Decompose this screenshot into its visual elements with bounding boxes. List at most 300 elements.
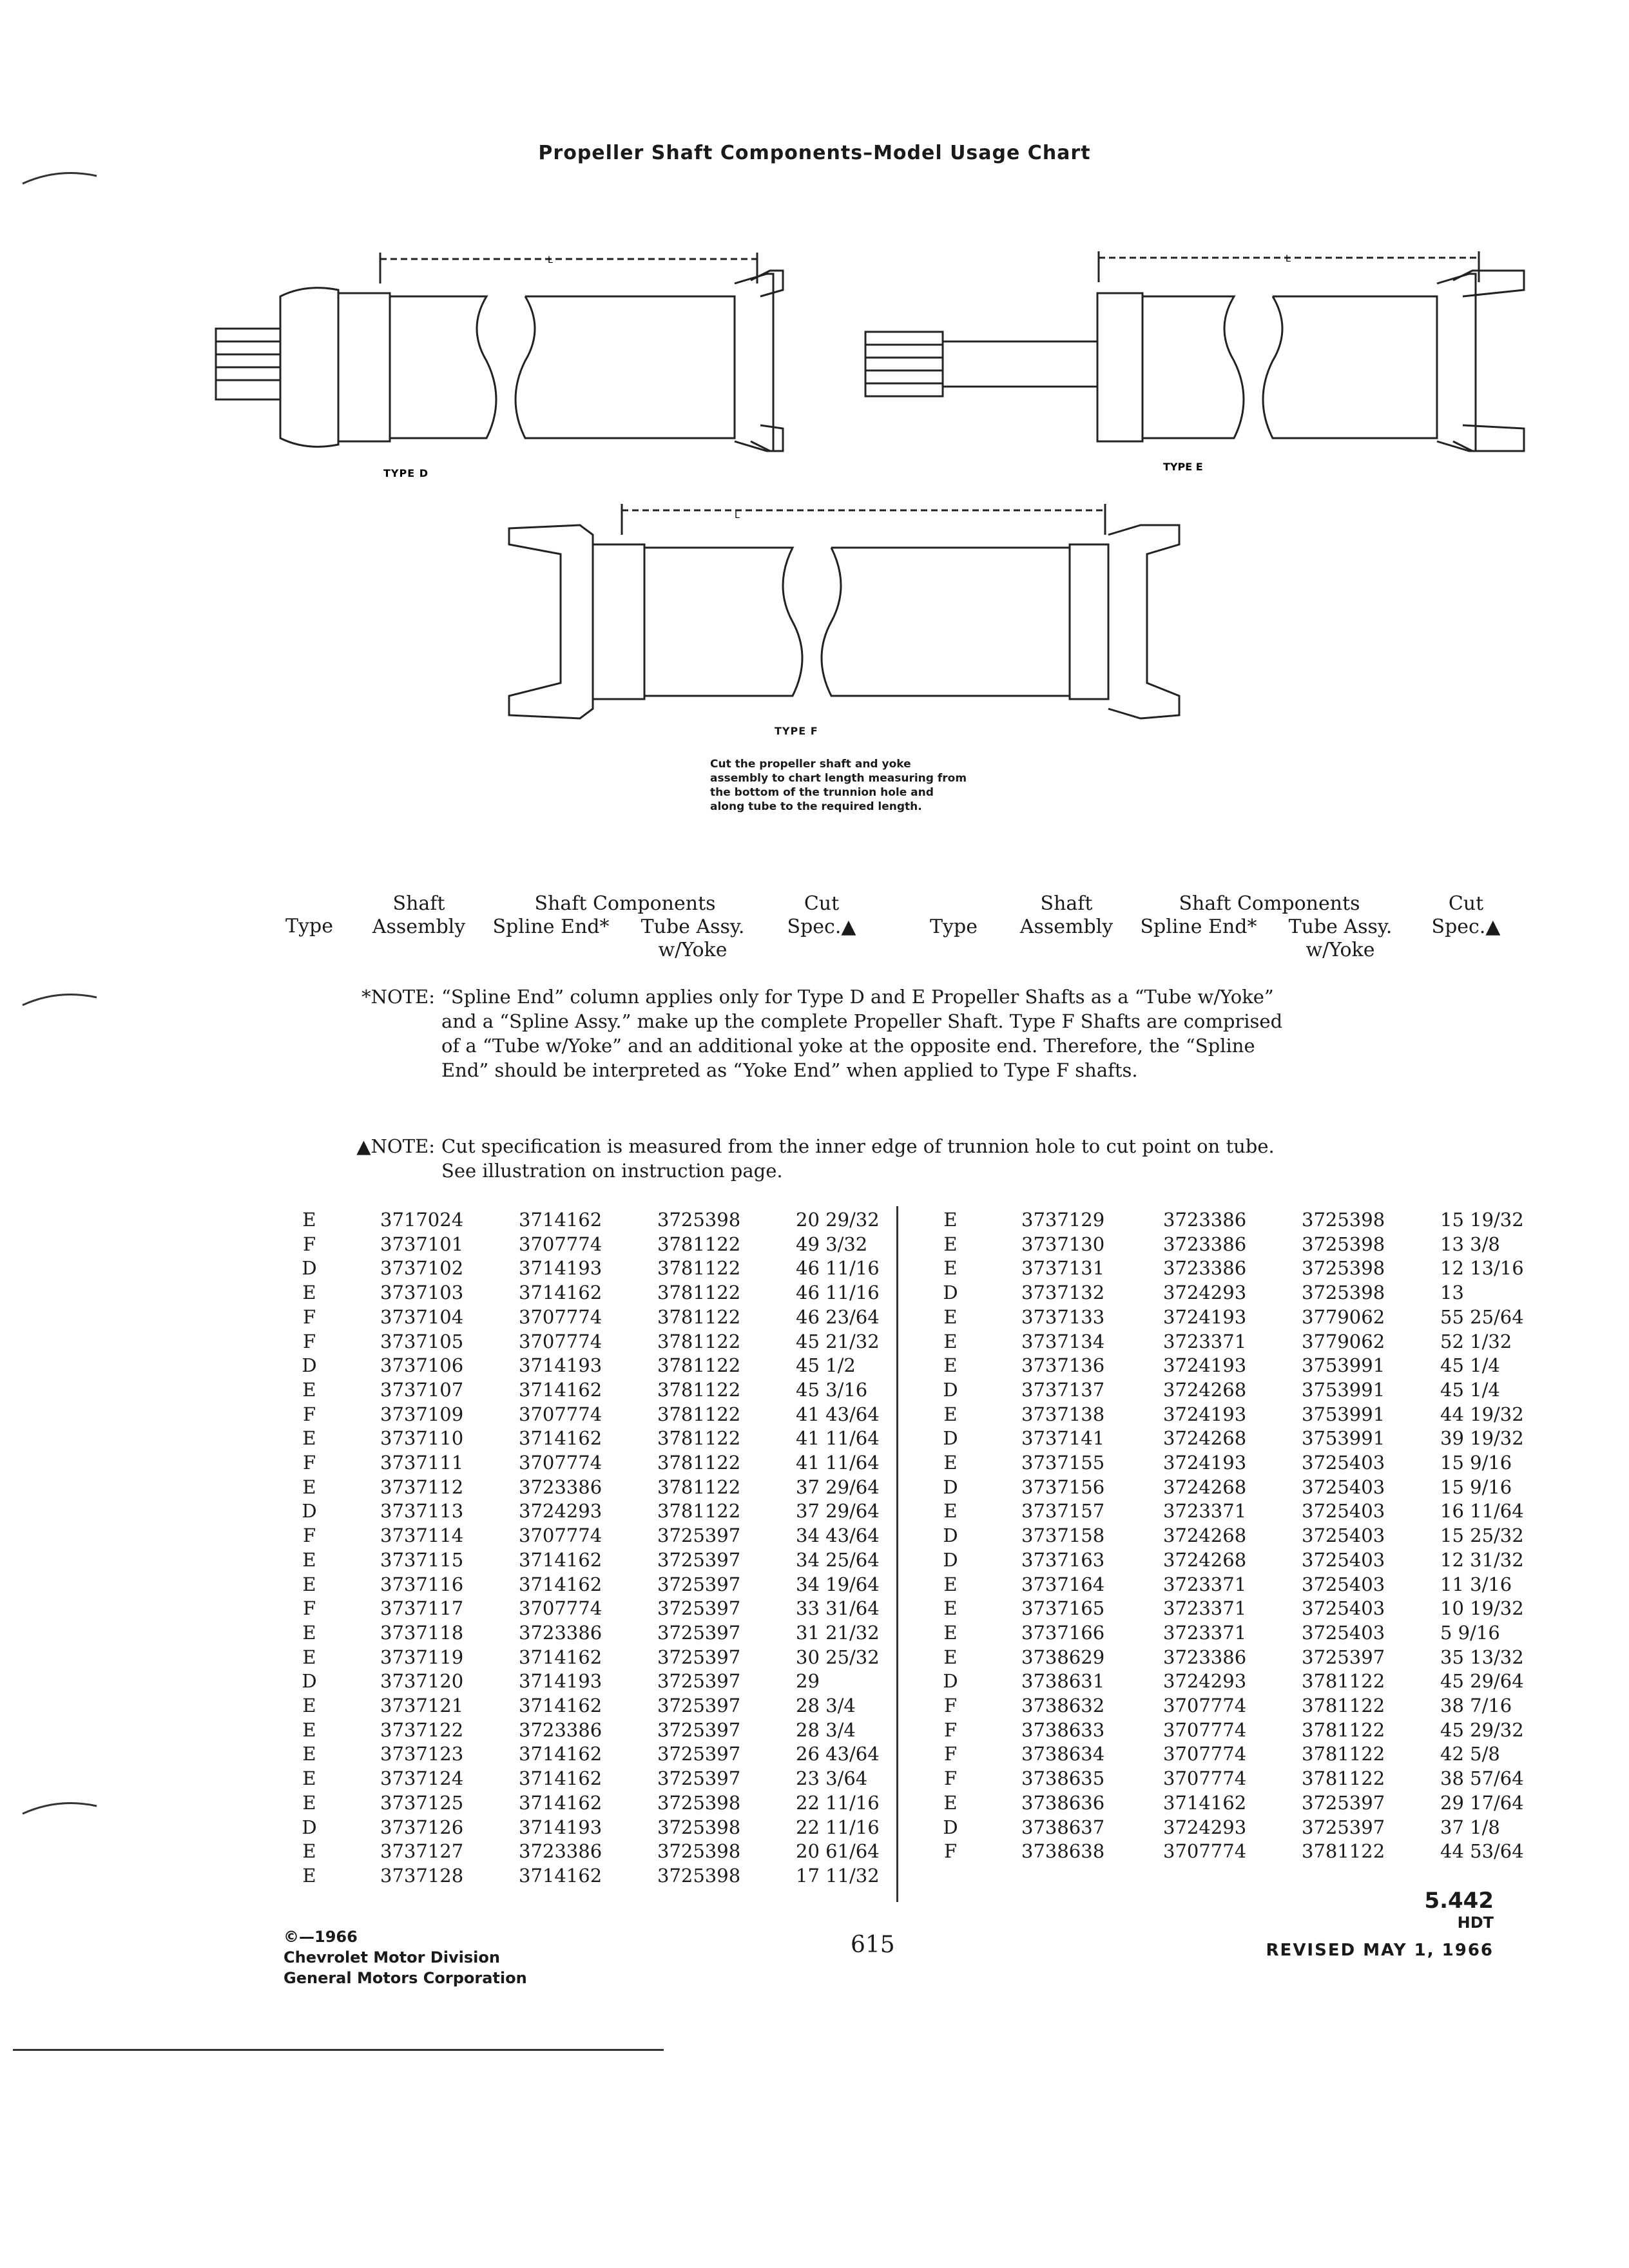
table-row (0, 1524, 1629, 1548)
shaft-assembly: 3737134 (1021, 1330, 1105, 1352)
row-type: E (943, 1500, 958, 1523)
type-d-shaft-illustration (190, 245, 809, 490)
table-row (0, 1669, 1629, 1693)
table-row (0, 1646, 1629, 1669)
header-spline-end: Spline End* (492, 916, 610, 938)
spline-end: 3724293 (1163, 1670, 1247, 1693)
row-type: D (302, 1816, 317, 1838)
section-hdt: HDT (1457, 1914, 1494, 1932)
tube-assy: 3725397 (657, 1597, 741, 1620)
tube-assy: 3725397 (657, 1670, 741, 1693)
tube-assy: 3725397 (657, 1646, 741, 1668)
row-type: F (943, 1840, 958, 1863)
table-row (0, 1256, 1629, 1280)
tube-assy: 3725398 (657, 1864, 741, 1887)
tube-assy: 3725403 (1302, 1548, 1385, 1571)
tube-assy: 3725398 (657, 1791, 741, 1814)
spline-end: 3707774 (519, 1305, 602, 1328)
table-row (0, 1718, 1629, 1742)
tube-assy: 3781122 (657, 1282, 741, 1304)
tube-assy: 3725397 (657, 1767, 741, 1790)
spline-end: 3707774 (519, 1597, 602, 1620)
shaft-assembly: 3737133 (1021, 1305, 1105, 1328)
cut-spec: 37 1/8 (1440, 1816, 1500, 1838)
shaft-assembly: 3738634 (1021, 1743, 1105, 1765)
copyright: ©—1966 (284, 1928, 358, 1946)
spline-end: 3714162 (519, 1695, 602, 1716)
row-type: E (302, 1573, 316, 1595)
spline-end: 3724268 (1163, 1548, 1247, 1571)
cut-spec: 55 25/64 (1440, 1305, 1524, 1328)
tube-assy: 3779062 (1302, 1330, 1385, 1352)
cut-spec: 20 61/64 (796, 1840, 880, 1863)
row-type: E (302, 1695, 316, 1716)
table-row (0, 1330, 1629, 1354)
spline-end: 3724193 (1163, 1354, 1247, 1377)
type-e-shaft-illustration (854, 245, 1537, 490)
spline-end: 3707774 (519, 1452, 602, 1474)
tube-assy: 3781122 (657, 1330, 741, 1352)
table-row (0, 1548, 1629, 1572)
header-w-yoke: w/Yoke (658, 939, 728, 961)
shaft-assembly: 3737118 (380, 1621, 464, 1644)
row-type: E (302, 1548, 316, 1571)
header-type: Type (930, 916, 978, 938)
row-type: D (302, 1354, 317, 1377)
header-shaft: Shaft (1040, 892, 1093, 915)
shaft-assembly: 3737124 (380, 1767, 464, 1790)
tube-assy: 3779062 (1302, 1305, 1385, 1328)
row-type: E (302, 1475, 316, 1498)
row-type: E (943, 1646, 958, 1668)
cut-spec: 28 3/4 (796, 1718, 856, 1741)
cut-spec: 20 29/32 (796, 1209, 880, 1231)
tube-assy: 3781122 (1302, 1718, 1385, 1741)
spline-end: 3724293 (1163, 1816, 1247, 1838)
tube-assy: 3725403 (1302, 1573, 1385, 1595)
spline-end: 3724193 (1163, 1452, 1247, 1474)
table-row (0, 1816, 1629, 1840)
spline-end: 3724268 (1163, 1378, 1247, 1401)
shaft-assembly: 3717024 (380, 1209, 464, 1231)
cut-spec: 37 29/64 (796, 1475, 880, 1498)
spline-end: 3724193 (1163, 1403, 1247, 1425)
type-d-label: TYPE D (383, 467, 429, 479)
row-type: E (302, 1767, 316, 1790)
cut-spec: 22 11/16 (796, 1816, 880, 1838)
tube-assy: 3725403 (1302, 1500, 1385, 1523)
row-type: F (302, 1233, 316, 1255)
shaft-assembly: 3737129 (1021, 1209, 1105, 1231)
table-row (0, 1378, 1629, 1402)
shaft-assembly: 3737111 (380, 1452, 464, 1474)
tube-assy: 3781122 (1302, 1840, 1385, 1863)
cut-spec: 38 7/16 (1440, 1695, 1512, 1716)
type-f-label: TYPE F (775, 725, 818, 737)
spline-end: 3707774 (1163, 1695, 1247, 1716)
tube-assy: 3725397 (1302, 1646, 1385, 1668)
cut-spec: 42 5/8 (1440, 1743, 1500, 1765)
cut-spec: 12 13/16 (1440, 1257, 1524, 1280)
shaft-assembly: 3738632 (1021, 1695, 1105, 1716)
row-type: D (302, 1500, 317, 1523)
shaft-assembly: 3738633 (1021, 1718, 1105, 1741)
table-row (0, 1742, 1629, 1766)
cut-spec: 15 9/16 (1440, 1475, 1512, 1498)
spline-end: 3707774 (1163, 1767, 1247, 1790)
spline-end: 3707774 (519, 1233, 602, 1255)
tube-assy: 3725403 (1302, 1475, 1385, 1498)
row-type: E (943, 1791, 958, 1814)
tube-assy: 3725397 (1302, 1791, 1385, 1814)
row-type: F (302, 1452, 316, 1474)
row-type: D (943, 1282, 958, 1304)
spline-end: 3707774 (1163, 1718, 1247, 1741)
tube-assy: 3725398 (1302, 1233, 1385, 1255)
row-type: F (302, 1305, 316, 1328)
row-type: D (302, 1670, 317, 1693)
row-type: E (943, 1403, 958, 1425)
shaft-assembly: 3737136 (1021, 1354, 1105, 1377)
corporation-name: General Motors Corporation (284, 1969, 527, 1987)
shaft-assembly: 3737166 (1021, 1621, 1105, 1644)
tube-assy: 3725398 (1302, 1209, 1385, 1231)
shaft-assembly: 3737103 (380, 1282, 464, 1304)
tube-assy: 3781122 (657, 1475, 741, 1498)
note-label: *NOTE: (361, 986, 435, 1008)
tube-assy: 3725397 (657, 1621, 741, 1644)
table-row (0, 1475, 1629, 1499)
page-title: Propeller Shaft Components–Model Usage Chart (538, 142, 1091, 164)
spline-end: 3723371 (1163, 1330, 1247, 1352)
row-type: E (302, 1378, 316, 1401)
cut-spec: 26 43/64 (796, 1743, 880, 1765)
tube-assy: 3725397 (1302, 1816, 1385, 1838)
shaft-assembly: 3737117 (380, 1597, 464, 1620)
column-divider (896, 1206, 898, 1902)
row-type: D (943, 1378, 958, 1401)
tube-assy: 3781122 (1302, 1695, 1385, 1716)
row-type: F (302, 1524, 316, 1547)
tube-assy: 3781122 (657, 1403, 741, 1425)
cut-spec: 45 1/2 (796, 1354, 856, 1377)
spline-end: 3723371 (1163, 1597, 1247, 1620)
cut-spec: 49 3/32 (796, 1233, 868, 1255)
shaft-assembly: 3737125 (380, 1791, 464, 1814)
header-shaft: Shaft (392, 892, 445, 915)
row-type: D (302, 1257, 317, 1280)
shaft-assembly: 3737121 (380, 1695, 464, 1716)
cut-spec: 34 25/64 (796, 1548, 880, 1571)
shaft-assembly: 3737123 (380, 1743, 464, 1765)
footer-publisher (284, 1927, 527, 1988)
table-row (0, 1208, 1629, 1232)
tube-assy: 3725403 (1302, 1597, 1385, 1620)
shaft-assembly: 3737119 (380, 1646, 464, 1668)
cut-spec: 15 19/32 (1440, 1209, 1524, 1231)
length-mark: L (548, 255, 553, 265)
row-type: F (943, 1743, 958, 1765)
spline-end: 3723386 (1163, 1233, 1247, 1255)
shaft-assembly: 3737137 (1021, 1378, 1105, 1401)
shaft-assembly: 3738629 (1021, 1646, 1105, 1668)
row-type: E (302, 1621, 316, 1644)
shaft-assembly: 3737130 (1021, 1233, 1105, 1255)
page-number: 615 (851, 1932, 895, 1958)
spline-end: 3714162 (519, 1767, 602, 1790)
table-row (0, 1305, 1629, 1329)
cut-spec: 38 57/64 (1440, 1767, 1524, 1790)
shaft-assembly: 3737163 (1021, 1548, 1105, 1571)
row-type: D (943, 1427, 958, 1450)
spline-end: 3714193 (519, 1354, 602, 1377)
row-type: E (943, 1330, 958, 1352)
shaft-assembly: 3737101 (380, 1233, 464, 1255)
type-f-shaft-illustration (496, 496, 1192, 741)
tube-assy: 3725403 (1302, 1524, 1385, 1547)
header-components: Shaft Components (1179, 892, 1360, 915)
spline-end: 3723386 (519, 1621, 602, 1644)
header-spline-end: Spline End* (1140, 916, 1257, 938)
tube-assy: 3781122 (1302, 1743, 1385, 1765)
length-mark: L (1286, 254, 1291, 264)
cut-spec: 41 11/64 (796, 1427, 880, 1450)
table-row (0, 1451, 1629, 1475)
cut-spec: 35 13/32 (1440, 1646, 1524, 1668)
cut-spec: 15 9/16 (1440, 1452, 1512, 1474)
shaft-assembly: 3737158 (1021, 1524, 1105, 1547)
spline-end: 3714162 (519, 1427, 602, 1450)
margin-mark (19, 986, 103, 1012)
tube-assy: 3725398 (1302, 1257, 1385, 1280)
shaft-assembly: 3737102 (380, 1257, 464, 1280)
row-type: E (302, 1427, 316, 1450)
shaft-assembly: 3737120 (380, 1670, 464, 1693)
header-spec: Spec.▲ (1431, 916, 1501, 938)
tube-assy: 3753991 (1302, 1354, 1385, 1377)
row-type: F (943, 1718, 958, 1741)
table-row (0, 1694, 1629, 1718)
shaft-assembly: 3737105 (380, 1330, 464, 1352)
spline-end: 3707774 (1163, 1743, 1247, 1765)
cut-spec: 45 1/4 (1440, 1378, 1500, 1401)
shaft-assembly: 3737116 (380, 1573, 464, 1595)
revised-date: REVISED MAY 1, 1966 (1266, 1941, 1494, 1960)
margin-mark (19, 164, 103, 190)
shaft-assembly: 3738631 (1021, 1670, 1105, 1693)
bottom-rule (13, 2049, 664, 2051)
spline-end: 3714162 (519, 1378, 602, 1401)
row-type: D (943, 1548, 958, 1571)
cut-spec: 17 11/32 (796, 1864, 880, 1887)
row-type: E (302, 1864, 316, 1887)
shaft-assembly: 3737156 (1021, 1475, 1105, 1498)
row-type: E (943, 1233, 958, 1255)
tube-assy: 3725398 (657, 1840, 741, 1863)
note-text: “Spline End” column applies only for Type D and E Propeller Shafts as a “Tube w/Yoke” and a “Spline Assy.” make up the complete Propeller Shaft. Type F Shafts are comprised of a “Tube w/Yoke” and an additional yoke at the opposite end. Therefore, the “Spline End” should be interpreted as “Yoke End” when applied to Type F shafts. (441, 986, 1283, 1081)
tube-assy: 3725397 (657, 1743, 741, 1765)
table-row (0, 1621, 1629, 1645)
shaft-assembly: 3737104 (380, 1305, 464, 1328)
tube-assy: 3725397 (657, 1548, 741, 1571)
header-type: Type (285, 915, 333, 937)
shaft-assembly: 3738637 (1021, 1816, 1105, 1838)
shaft-assembly: 3737107 (380, 1378, 464, 1401)
row-type: E (302, 1646, 316, 1668)
spline-end: 3714162 (519, 1791, 602, 1814)
cut-spec: 45 29/64 (1440, 1670, 1524, 1693)
header-tube-assy: Tube Assy. (641, 916, 745, 938)
table-row (0, 1864, 1629, 1888)
footer-section (1266, 1888, 1494, 1960)
cut-spec: 46 23/64 (796, 1305, 880, 1328)
cut-spec: 31 21/32 (796, 1621, 880, 1644)
cut-spec: 34 19/64 (796, 1573, 880, 1595)
row-type: E (302, 1209, 316, 1231)
row-type: E (302, 1282, 316, 1304)
spline-end: 3723371 (1163, 1573, 1247, 1595)
spline-end: 3714162 (519, 1548, 602, 1571)
row-type: D (943, 1475, 958, 1498)
cut-spec: 52 1/32 (1440, 1330, 1512, 1352)
cut-spec: 29 (796, 1670, 820, 1693)
spline-end: 3707774 (519, 1330, 602, 1352)
spline-end: 3723371 (1163, 1500, 1247, 1523)
cut-spec: 22 11/16 (796, 1791, 880, 1814)
row-type: E (943, 1452, 958, 1474)
shaft-assembly: 3737113 (380, 1500, 464, 1523)
spline-end: 3724193 (1163, 1305, 1247, 1328)
tube-assy: 3781122 (657, 1378, 741, 1401)
row-type: F (302, 1403, 316, 1425)
spline-end: 3723386 (519, 1840, 602, 1863)
tube-assy: 3781122 (657, 1257, 741, 1280)
cut-spec: 44 19/32 (1440, 1403, 1524, 1425)
spline-end: 3714162 (519, 1864, 602, 1887)
shaft-assembly: 3737132 (1021, 1282, 1105, 1304)
row-type: D (943, 1670, 958, 1693)
tube-assy: 3725403 (1302, 1452, 1385, 1474)
row-type: F (302, 1597, 316, 1620)
spline-end: 3714162 (519, 1282, 602, 1304)
spline-end: 3724293 (1163, 1282, 1247, 1304)
length-mark: L (735, 510, 740, 521)
row-type: E (943, 1597, 958, 1620)
cut-spec: 39 19/32 (1440, 1427, 1524, 1450)
cut-spec: 23 3/64 (796, 1767, 868, 1790)
spline-end: 3724268 (1163, 1524, 1247, 1547)
row-type: E (943, 1305, 958, 1328)
tube-assy: 3725397 (657, 1573, 741, 1595)
shaft-assembly: 3737106 (380, 1354, 464, 1377)
header-spec: Spec.▲ (787, 916, 856, 938)
spline-end: 3714162 (519, 1743, 602, 1765)
spline-end: 3707774 (519, 1524, 602, 1547)
cut-spec: 44 53/64 (1440, 1840, 1524, 1863)
table-row (0, 1791, 1629, 1815)
shaft-assembly: 3737165 (1021, 1597, 1105, 1620)
spline-end: 3723386 (519, 1718, 602, 1741)
shaft-assembly: 3737155 (1021, 1452, 1105, 1474)
shaft-assembly: 3737131 (1021, 1257, 1105, 1280)
tube-assy: 3725397 (657, 1695, 741, 1716)
cut-spec: 11 3/16 (1440, 1573, 1512, 1595)
row-type: E (302, 1718, 316, 1741)
cut-spec: 13 (1440, 1282, 1464, 1304)
cut-spec: 5 9/16 (1440, 1621, 1500, 1644)
table-row (0, 1354, 1629, 1378)
row-type: D (943, 1816, 958, 1838)
spline-end: 3714162 (1163, 1791, 1247, 1814)
tube-assy: 3781122 (657, 1233, 741, 1255)
table-row (0, 1281, 1629, 1305)
cut-spec: 45 21/32 (796, 1330, 880, 1352)
row-type: E (943, 1209, 958, 1231)
header-assembly: Assembly (372, 916, 466, 938)
shaft-assembly: 3737109 (380, 1403, 464, 1425)
spline-end: 3714162 (519, 1646, 602, 1668)
row-type: E (302, 1743, 316, 1765)
row-type: F (943, 1767, 958, 1790)
division-name: Chevrolet Motor Division (284, 1948, 500, 1966)
shaft-assembly: 3737138 (1021, 1403, 1105, 1425)
spline-end: 3724293 (519, 1500, 602, 1523)
spline-end: 3723386 (1163, 1646, 1247, 1668)
header-components: Shaft Components (534, 892, 716, 915)
row-type: E (943, 1257, 958, 1280)
shaft-assembly: 3737157 (1021, 1500, 1105, 1523)
tube-assy: 3725403 (1302, 1621, 1385, 1644)
shaft-assembly: 3737141 (1021, 1427, 1105, 1450)
tube-assy: 3725398 (1302, 1282, 1385, 1304)
shaft-assembly: 3737115 (380, 1548, 464, 1571)
table-row (0, 1403, 1629, 1427)
cut-spec: 16 11/64 (1440, 1500, 1524, 1523)
row-type: E (943, 1354, 958, 1377)
shaft-assembly: 3738638 (1021, 1840, 1105, 1863)
note-label: ▲NOTE: (356, 1135, 435, 1157)
header-tube-assy: Tube Assy. (1288, 916, 1393, 938)
table-row (0, 1427, 1629, 1450)
row-type: E (943, 1573, 958, 1595)
tube-assy: 3781122 (1302, 1670, 1385, 1693)
section-number: 5.442 (1424, 1888, 1494, 1914)
shaft-assembly: 3737112 (380, 1475, 464, 1498)
spline-end: 3714162 (519, 1209, 602, 1231)
shaft-assembly: 3737110 (380, 1427, 464, 1450)
cut-spec: 41 11/64 (796, 1452, 880, 1474)
spline-end: 3714193 (519, 1257, 602, 1280)
cut-spec: 45 29/32 (1440, 1718, 1524, 1741)
figure-caption: Cut the propeller shaft and yoke assembly to chart length measuring from the bottom of the trunnion hole and along tube to the required length. (710, 758, 967, 813)
shaft-assembly: 3738636 (1021, 1791, 1105, 1814)
row-type: E (302, 1791, 316, 1814)
cut-spec: 41 43/64 (796, 1403, 880, 1425)
cut-spec: 46 11/16 (796, 1257, 880, 1280)
shaft-assembly: 3737164 (1021, 1573, 1105, 1595)
header-w-yoke: w/Yoke (1306, 939, 1375, 961)
cut-spec: 45 3/16 (796, 1378, 868, 1401)
spline-end: 3714193 (519, 1670, 602, 1693)
cut-spec: 13 3/8 (1440, 1233, 1500, 1255)
spline-end: 3723386 (1163, 1257, 1247, 1280)
tube-assy: 3753991 (1302, 1427, 1385, 1450)
cut-spec: 33 31/64 (796, 1597, 880, 1620)
spline-end: 3724268 (1163, 1475, 1247, 1498)
shaft-assembly: 3738635 (1021, 1767, 1105, 1790)
cut-spec: 12 31/32 (1440, 1548, 1524, 1571)
tube-assy: 3781122 (1302, 1767, 1385, 1790)
